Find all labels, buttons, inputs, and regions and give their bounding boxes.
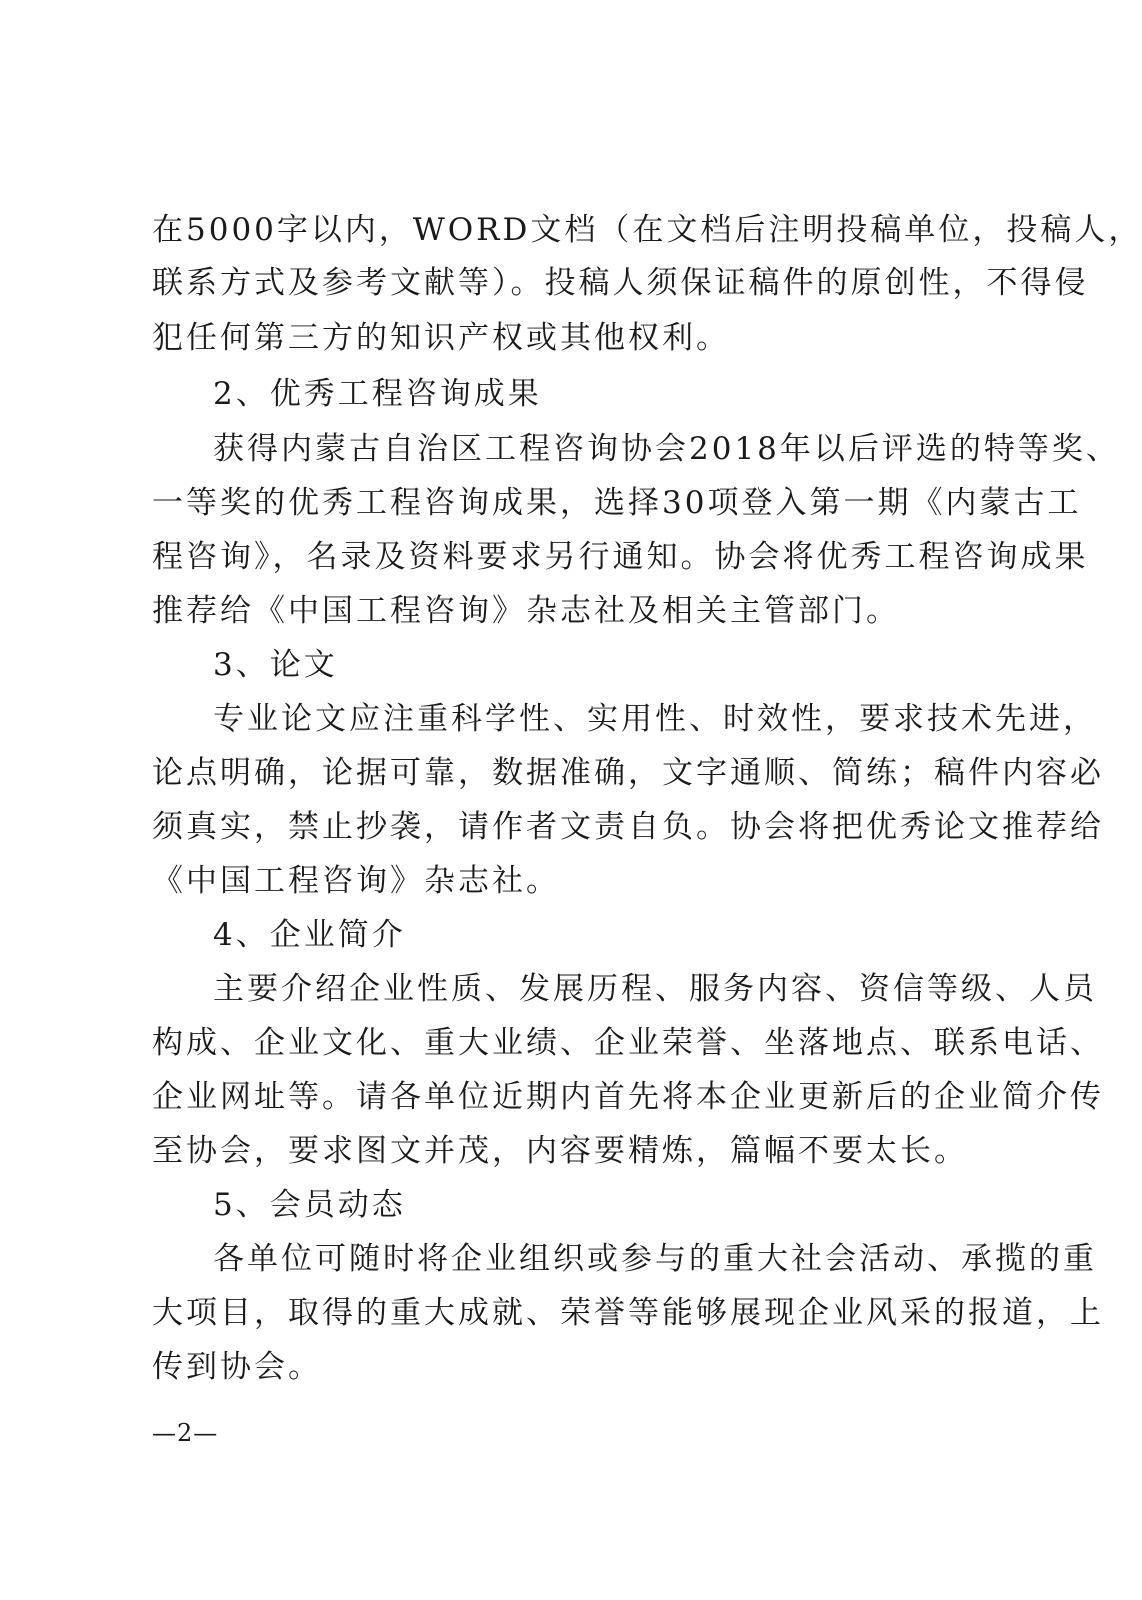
section-heading: 5、会员动态: [213, 1187, 406, 1223]
body-text-line: 犯任何第三方的知识产权或其他权利。: [152, 320, 730, 356]
section-heading: 3、论文: [213, 647, 338, 683]
body-text-line: 传到协会。: [152, 1349, 322, 1385]
body-text-line: 至协会，要求图文并茂，内容要精炼，篇幅不要太长。: [152, 1133, 968, 1169]
page-number: —2—: [152, 1419, 219, 1447]
body-text-line: 各单位可随时将企业组织或参与的重大社会活动、承揽的重: [213, 1241, 1097, 1277]
body-text-line: 一等奖的优秀工程咨询成果，选择30项登入第一期《内蒙古工: [152, 485, 1082, 521]
body-text-line: 构成、企业文化、重大业绩、企业荣誉、坐落地点、联系电话、: [152, 1025, 1104, 1061]
body-text-line: 大项目，取得的重大成就、荣誉等能够展现企业风采的报道，上: [152, 1295, 1104, 1331]
body-text-line: 《中国工程咨询》杂志社。: [152, 863, 560, 899]
body-text-line: 主要介绍企业性质、发展历程、服务内容、资信等级、人员: [213, 971, 1097, 1007]
body-text-line: 联系方式及参考文献等）。投稿人须保证稿件的原创性，不得侵: [152, 265, 1089, 301]
section-heading: 4、企业简介: [213, 917, 406, 953]
body-text-line: 论点明确，论据可靠，数据准确，文字通顺、简练；稿件内容必: [152, 755, 1104, 791]
body-text-line: 推荐给《中国工程咨询》杂志社及相关主管部门。: [152, 593, 900, 629]
body-text-line: 程咨询》，名录及资料要求另行通知。协会将优秀工程咨询成果: [152, 539, 1089, 575]
section-heading: 2、优秀工程咨询成果: [213, 376, 542, 412]
body-text-line: 企业网址等。请各单位近期内首先将本企业更新后的企业简介传: [152, 1079, 1104, 1115]
body-text-line: 须真实，禁止抄袭，请作者文责自负。协会将把优秀论文推荐给: [152, 809, 1104, 845]
body-text-line: 专业论文应注重科学性、实用性、时效性，要求技术先进，: [213, 701, 1097, 737]
body-text-line: 在5000字以内，WORD文档（在文档后注明投稿单位，投稿人，: [152, 212, 1142, 248]
body-text-line: 获得内蒙古自治区工程咨询协会2018年以后评选的特等奖、: [213, 431, 1120, 467]
